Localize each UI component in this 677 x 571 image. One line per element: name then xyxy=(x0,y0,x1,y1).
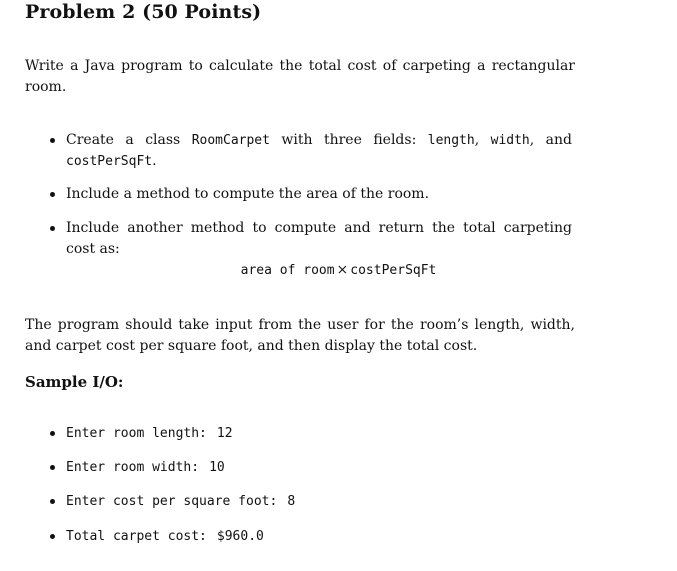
bullet-icon xyxy=(50,226,55,231)
io-label: Enter room length: xyxy=(66,426,207,441)
sample-io-line xyxy=(48,491,295,512)
io-value: 12 xyxy=(216,426,233,441)
req1-end: . xyxy=(152,153,157,169)
bullet-icon xyxy=(50,431,55,436)
code-field-length: length xyxy=(427,133,475,148)
closing-paragraph: The program should take input from the user for the room’s length, width, and carpet cost per square foot, and then display the total cost. xyxy=(25,317,575,354)
sample-io-line xyxy=(48,526,264,547)
bullet-icon xyxy=(50,534,55,539)
code-field-width: width xyxy=(490,133,530,148)
intro-paragraph: Write a Java program to calculate the total cost of carpeting a rectangular room. xyxy=(25,58,575,95)
sample-io-line xyxy=(48,457,225,478)
req2-text: Include a method to compute the area of the room. xyxy=(66,186,430,202)
io-label: Total carpet cost: xyxy=(66,529,207,544)
sample-io-heading: Sample I/O: xyxy=(25,373,124,391)
io-value: $960.0 xyxy=(216,529,264,544)
io-value: 8 xyxy=(287,494,296,509)
code-field-cost: costPerSqFt xyxy=(66,154,153,169)
bullet-icon xyxy=(50,499,55,504)
bullet-icon xyxy=(50,138,55,143)
sample-io-line xyxy=(48,423,233,444)
req1-sep2: , and xyxy=(529,132,572,148)
cost-formula xyxy=(0,260,677,281)
formula-right: costPerSqFt xyxy=(350,263,437,278)
req3-text: Include another method to compute and return the total carpeting cost as: xyxy=(66,220,572,257)
requirement-item-class xyxy=(48,130,572,172)
io-label: Enter cost per square foot: xyxy=(66,494,278,509)
req1-text-a: Create a class xyxy=(66,132,192,148)
times-symbol: × xyxy=(336,262,349,278)
problem-title: Problem 2 (50 Points) xyxy=(25,1,262,23)
io-label: Enter room width: xyxy=(66,460,200,475)
code-class-name: RoomCarpet xyxy=(191,133,270,148)
req1-text-b: with three fields: xyxy=(269,132,428,148)
req1-sep1: , xyxy=(474,132,491,148)
formula-left: area of room xyxy=(240,263,335,278)
requirement-item-area xyxy=(48,184,572,205)
requirement-item-total xyxy=(48,218,572,260)
bullet-icon xyxy=(50,192,55,197)
io-value: 10 xyxy=(209,460,225,475)
bullet-icon xyxy=(50,465,55,470)
